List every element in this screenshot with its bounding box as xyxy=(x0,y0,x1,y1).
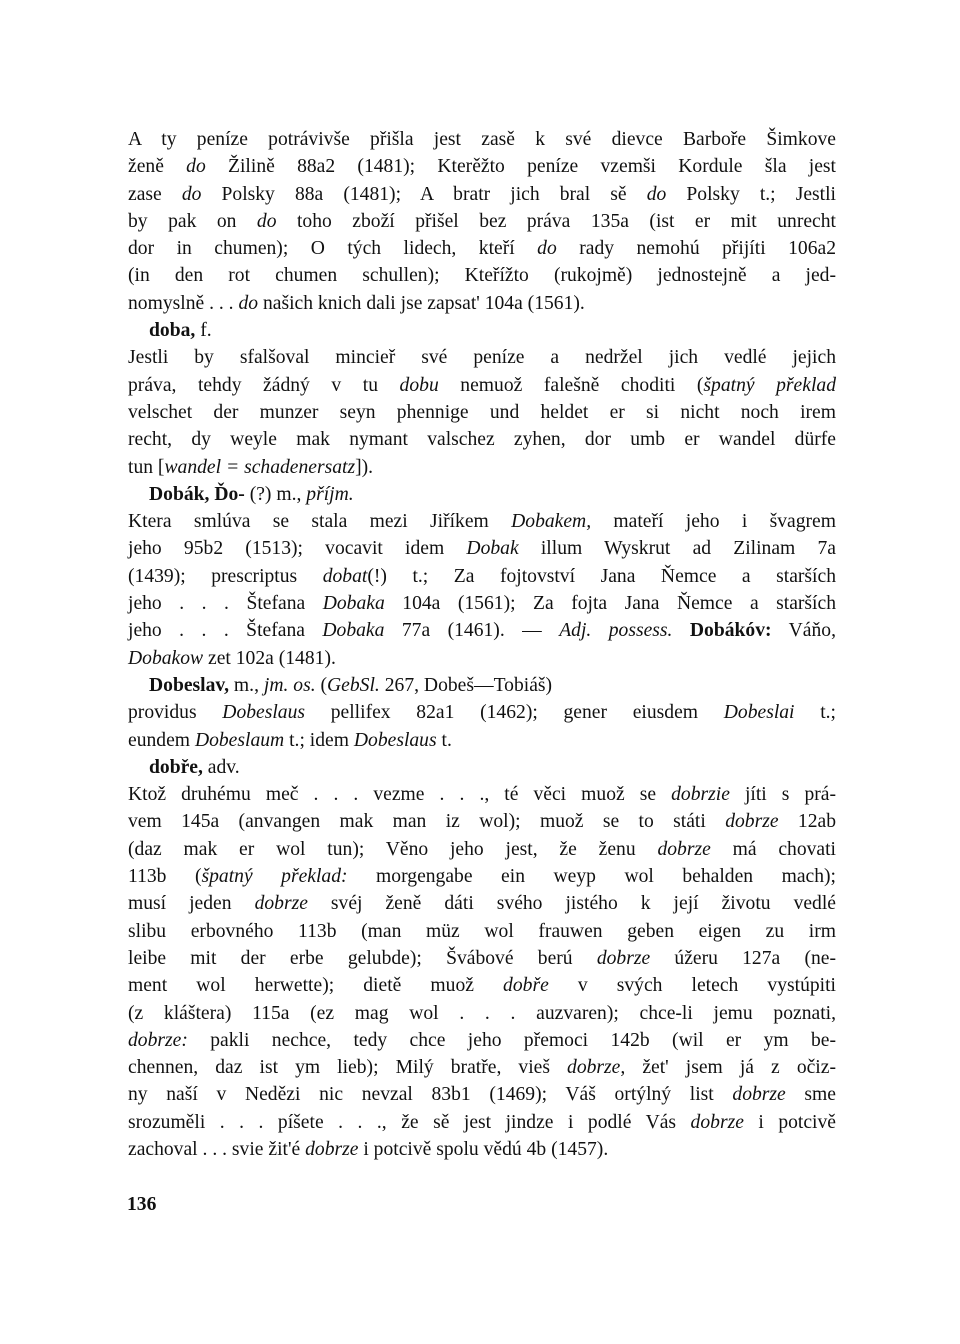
text-segment: jíti s prá- xyxy=(729,784,837,806)
italic-text: Dobaka xyxy=(322,620,385,642)
italic-text: do xyxy=(181,183,202,205)
text-segment: práva, tehdy žádný v tu xyxy=(128,374,400,396)
text-segment: velschet der munzer seyn phennige und heldet er si nicht noch irem xyxy=(128,401,836,423)
text-line xyxy=(128,1000,836,1027)
italic-text: do xyxy=(256,210,277,232)
text-line xyxy=(128,617,836,644)
text-segment: zet 102a (1481). xyxy=(203,647,336,669)
text-segment: Ktera smlúva se stala mezi Jiříkem xyxy=(128,511,512,533)
text-segment: illum Wyskrut ad Zilinam 7a xyxy=(518,538,836,560)
text-segment: 77a (1461). — xyxy=(384,620,560,642)
italic-text: jm. os. xyxy=(263,674,316,696)
text-segment: pellifex 82a1 (1462); gener eiusdem xyxy=(305,702,724,724)
text-segment: jeho 95b2 (1513); vocavit idem xyxy=(128,538,467,560)
text-line xyxy=(128,781,836,808)
italic-text: dobrze xyxy=(690,1111,744,1133)
text-segment: t.; xyxy=(794,702,837,724)
text-segment: Váňo, xyxy=(771,620,836,642)
text-line xyxy=(128,235,836,262)
text-line xyxy=(128,563,836,590)
text-segment: ny naší v Nedězi nic nevzal 83b1 (1469); Váš ortýlný list xyxy=(128,1084,733,1106)
italic-text: dobat xyxy=(322,565,368,587)
italic-text: příjm. xyxy=(306,483,354,505)
text-segment: má chovati xyxy=(710,838,836,860)
text-segment: providus xyxy=(128,702,223,724)
text-segment: rady nemohú přijíti 106a2 xyxy=(556,238,836,260)
italic-text: do xyxy=(186,156,206,178)
text-line xyxy=(128,372,836,399)
text-segment: vem 145a (anvangen mak man iz wol); muož se to státi xyxy=(128,811,726,833)
text-segment: morgengabe ein weyp wol behalden mach); xyxy=(347,866,836,888)
italic-text: Dobak xyxy=(466,538,519,560)
text-line xyxy=(128,727,836,754)
text-segment: žet' jsem já z očiz- xyxy=(625,1057,836,1079)
italic-text: Adj. possess. xyxy=(559,620,673,642)
text-segment: sme xyxy=(785,1084,836,1106)
text-segment: Ktož druhému meč . . . vezme . . ., té věci muož se xyxy=(128,784,672,806)
text-segment: ženě xyxy=(128,156,187,178)
text-line xyxy=(128,645,836,672)
italic-text: do xyxy=(238,292,259,314)
text-segment: svéj ženě dáti svého jistého k její životu vedlé xyxy=(307,893,836,915)
text-segment: 104a (1561); Za fojta Jana Ňemce a starších xyxy=(384,593,836,615)
text-segment: mateří jeho i švagrem xyxy=(591,511,836,533)
italic-text: špatný překlad: xyxy=(201,866,348,888)
text-line xyxy=(128,863,836,890)
text-line xyxy=(128,1109,836,1136)
text-line xyxy=(128,181,836,208)
text-segment: nomyslně . . . xyxy=(128,292,239,314)
text-segment: adv. xyxy=(202,756,240,778)
headword: Dobákóv: xyxy=(689,620,772,642)
text-line xyxy=(128,590,836,617)
text-segment: i potcivě xyxy=(743,1111,836,1133)
text-line xyxy=(128,262,836,289)
text-segment: musí jeden xyxy=(128,893,255,915)
text-line xyxy=(128,126,836,153)
text-segment: f. xyxy=(195,320,212,342)
text-segment: (!) t.; Za fojtovství Jana Ňemce a starších xyxy=(367,565,836,587)
page-number: 136 xyxy=(127,1194,157,1215)
text-segment: Polsky t.; Jestli xyxy=(666,183,836,205)
italic-text: dobrze xyxy=(732,1084,786,1106)
text-segment: úžeru 127a (ne- xyxy=(650,947,836,969)
text-segment: Jestli by sfalšoval mincieř své peníze a nedržel jich vedlé jejich xyxy=(128,347,836,369)
italic-text: Dobeslaum xyxy=(194,729,285,751)
italic-text: dobrze xyxy=(725,811,779,833)
text-segment: eundem xyxy=(128,729,195,751)
text-segment: jeho . . . Štefana xyxy=(128,593,323,615)
text-segment: Žilině 88a2 (1481); Kterěžto peníze vzemši Kordule šla jest xyxy=(205,156,836,178)
italic-text: GebSl. xyxy=(327,674,380,696)
text-segment: zachoval . . . svie žit'é xyxy=(128,1138,306,1160)
text-line xyxy=(128,945,836,972)
text-segment: t.; idem xyxy=(284,729,354,751)
text-segment: m., xyxy=(229,674,264,696)
text-segment: leibe mit der erbe gelubde); Švábové berú xyxy=(128,947,597,969)
text-line xyxy=(128,699,836,726)
text-segment: 113b ( xyxy=(128,866,202,888)
entry-headword-line xyxy=(128,481,836,508)
italic-text: dobu xyxy=(399,374,439,396)
text-line xyxy=(128,890,836,917)
text-segment: dor in chumen); O tých lidech, kteří xyxy=(128,238,538,260)
headword: doba, xyxy=(149,320,196,342)
text-segment: srozuměli . . . píšete . . ., že sě jest jindze i podlé Vás xyxy=(128,1111,691,1133)
text-segment: i potcivě spolu vědú 4b (1457). xyxy=(358,1138,609,1160)
headword: Dobeslav, xyxy=(149,674,230,696)
text-segment: (in den rot chumen schullen); Kteřížto (rukojmě) jednostejně a jed- xyxy=(128,265,836,287)
text-segment: našich knich dali jse zapsat' 104a (1561). xyxy=(258,292,585,314)
italic-text: dobrze xyxy=(254,893,308,915)
text-line xyxy=(128,1081,836,1108)
text-line xyxy=(128,153,836,180)
text-segment: (1439); prescriptus xyxy=(128,565,323,587)
italic-text: wandel = schadenersatz xyxy=(164,456,356,478)
text-line xyxy=(128,535,836,562)
italic-text: dobrze xyxy=(657,838,711,860)
text-line xyxy=(128,972,836,999)
headword: dobře, xyxy=(149,756,203,778)
headword: Dobák, Ďo- xyxy=(149,483,245,505)
text-segment: by pak on xyxy=(128,210,257,232)
italic-text: do xyxy=(646,183,667,205)
text-segment: jeho . . . Štefana xyxy=(128,620,323,642)
text-line xyxy=(128,290,836,317)
text-segment: pakli nechce, tedy chce jeho přemoci 142b (wil er ym be- xyxy=(187,1029,836,1051)
dictionary-page-body xyxy=(128,126,836,1163)
text-line xyxy=(128,1054,836,1081)
italic-text: Dobakem, xyxy=(511,511,592,533)
italic-text: dobrze xyxy=(305,1138,359,1160)
text-segment: zase xyxy=(128,183,182,205)
italic-text: dobrze, xyxy=(567,1057,626,1079)
text-segment: nemuož falešně choditi ( xyxy=(438,374,704,396)
text-segment: (z kláštera) 115a (ez mag wol . . . auzvaren); chce-li jemu poznati, xyxy=(128,1002,836,1024)
text-segment: v svých letech vystúpiti xyxy=(548,975,836,997)
italic-text: Dobeslaus xyxy=(222,702,306,724)
text-segment: 267, Dobeš—Tobiáš) xyxy=(379,674,553,696)
text-segment: t. xyxy=(436,729,452,751)
text-line xyxy=(128,1027,836,1054)
italic-text: Dobeslai xyxy=(723,702,795,724)
text-segment: recht, dy weyle mak nymant valschez zyhen, dor umb er wandel dürfe xyxy=(128,429,836,451)
italic-text: dobře xyxy=(503,975,549,997)
text-segment: A ty peníze potrávivše přišla jest zasě k své dievce Barboře Šimkove xyxy=(128,129,836,150)
text-segment: chennen, daz ist ym lieb); Milý bratře, vieš xyxy=(128,1057,568,1079)
text-line xyxy=(128,836,836,863)
text-line xyxy=(128,426,836,453)
text-line xyxy=(128,508,836,535)
text-line xyxy=(128,1136,836,1163)
text-segment: toho zboží přišel bez práva 135a (ist er mit unrecht xyxy=(276,210,836,232)
italic-text: Dobakow xyxy=(128,647,204,669)
text-segment: Polsky 88a (1481); A bratr jich bral sě xyxy=(201,183,647,205)
italic-text: špatný překlad xyxy=(703,374,836,396)
italic-text: Dobaka xyxy=(322,593,385,615)
italic-text: do xyxy=(537,238,557,260)
entry-headword-line xyxy=(128,317,836,344)
italic-text: dobrzie xyxy=(671,784,730,806)
text-line xyxy=(128,918,836,945)
text-segment: ]). xyxy=(355,456,374,478)
text-segment: ( xyxy=(315,674,328,696)
text-segment: (daz mak er wol tun); Věno jeho jest, že ženu xyxy=(128,838,658,860)
entry-headword-line xyxy=(128,754,836,781)
text-line xyxy=(128,399,836,426)
text-segment: (?) m., xyxy=(244,483,307,505)
text-segment: 12ab xyxy=(778,811,836,833)
entry-headword-line xyxy=(128,672,836,699)
text-line xyxy=(128,808,836,835)
text-segment: tun [ xyxy=(128,456,165,478)
text-line xyxy=(128,344,836,371)
text-line xyxy=(128,454,836,481)
text-segment: slibu erbovného 113b (man müz wol frauwen geben eigen zu irm xyxy=(128,920,836,942)
italic-text: dobrze xyxy=(596,947,651,969)
italic-text: dobrze: xyxy=(128,1029,188,1051)
text-segment: ment wol herwette); dietě muož xyxy=(128,975,504,997)
italic-text: Dobeslaus xyxy=(353,729,437,751)
text-line xyxy=(128,208,836,235)
text-segment xyxy=(672,620,689,641)
